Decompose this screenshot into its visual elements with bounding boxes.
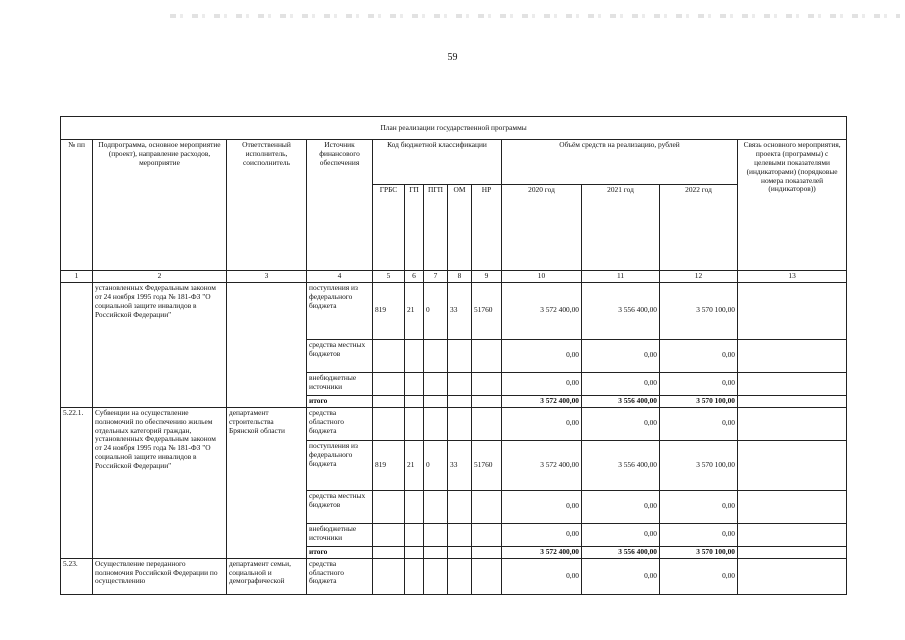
- code-nr: [472, 546, 502, 558]
- indicator-link: [738, 372, 847, 395]
- amount-v2020: 3 572 400,00: [502, 395, 582, 407]
- amount-v2021: 0,00: [582, 490, 660, 523]
- header-subprogram: Подпрограмма, основное мероприятие (проект), направление расходов, мероприятие: [93, 140, 227, 271]
- code-grbs: [373, 407, 405, 440]
- column-number: 4: [307, 271, 373, 283]
- amount-v2022: 3 570 100,00: [660, 440, 738, 490]
- amount-v2022: 3 570 100,00: [660, 395, 738, 407]
- column-number: 13: [738, 271, 847, 283]
- code-grbs: 819: [373, 440, 405, 490]
- amount-v2020: 0,00: [502, 339, 582, 372]
- column-number: 7: [424, 271, 448, 283]
- indicator-link: [738, 440, 847, 490]
- code-pgp: 0: [424, 282, 448, 339]
- row-num: 5.23.: [61, 558, 93, 594]
- table-row: [61, 282, 847, 339]
- amount-v2020: 0,00: [502, 490, 582, 523]
- amount-v2022: 0,00: [660, 372, 738, 395]
- code-grbs: [373, 490, 405, 523]
- amount-v2021: 3 556 400,00: [582, 440, 660, 490]
- amount-v2020: 3 572 400,00: [502, 282, 582, 339]
- code-gp: [405, 546, 424, 558]
- indicator-link: [738, 546, 847, 558]
- amount-v2022: 0,00: [660, 523, 738, 546]
- header-pgp: ПГП: [424, 185, 448, 271]
- amount-v2020: 0,00: [502, 558, 582, 594]
- column-number: 3: [227, 271, 307, 283]
- amount-v2021: 3 556 400,00: [582, 395, 660, 407]
- program-plan-table: [60, 116, 847, 595]
- amount-v2021: 0,00: [582, 372, 660, 395]
- header-grbs: ГРБС: [373, 185, 405, 271]
- code-om: 33: [448, 282, 472, 339]
- code-grbs: [373, 395, 405, 407]
- column-number: 8: [448, 271, 472, 283]
- code-pgp: 0: [424, 440, 448, 490]
- row-name: Осуществление переданного полномочия Российской Федерации по осуществлению: [93, 558, 227, 594]
- funding-source: поступления из федерального бюджета: [307, 282, 373, 339]
- code-gp: [405, 395, 424, 407]
- table-row: [61, 558, 847, 594]
- code-grbs: [373, 523, 405, 546]
- column-number: 5: [373, 271, 405, 283]
- funding-source: средства местных бюджетов: [307, 339, 373, 372]
- code-gp: 21: [405, 282, 424, 339]
- code-gp: [405, 558, 424, 594]
- code-pgp: [424, 372, 448, 395]
- code-nr: [472, 490, 502, 523]
- code-om: [448, 407, 472, 440]
- amount-v2021: 0,00: [582, 558, 660, 594]
- code-gp: [405, 372, 424, 395]
- code-nr: 51760: [472, 282, 502, 339]
- header-2021: 2021 год: [582, 185, 660, 271]
- code-om: [448, 546, 472, 558]
- code-pgp: [424, 395, 448, 407]
- column-number: 11: [582, 271, 660, 283]
- table-row: [61, 407, 847, 440]
- code-om: 33: [448, 440, 472, 490]
- code-om: [448, 372, 472, 395]
- code-gp: 21: [405, 440, 424, 490]
- funding-source: внебюджетные источники: [307, 523, 373, 546]
- amount-v2022: 0,00: [660, 407, 738, 440]
- row-name: установленных Федеральным законом от 24 ноября 1995 года № 181-ФЗ "О социальной защите инвалидов в Российской Федерации": [93, 282, 227, 407]
- amount-v2021: 0,00: [582, 407, 660, 440]
- indicator-link: [738, 407, 847, 440]
- amount-v2021: 3 556 400,00: [582, 546, 660, 558]
- row-num: [61, 282, 93, 407]
- amount-v2021: 0,00: [582, 339, 660, 372]
- funding-source: средства областного бюджета: [307, 407, 373, 440]
- row-responsible: [227, 282, 307, 407]
- code-nr: [472, 339, 502, 372]
- code-pgp: [424, 546, 448, 558]
- amount-v2020: 3 572 400,00: [502, 546, 582, 558]
- amount-v2022: 0,00: [660, 558, 738, 594]
- code-om: [448, 523, 472, 546]
- column-number: 12: [660, 271, 738, 283]
- amount-v2022: 0,00: [660, 339, 738, 372]
- funding-source: итого: [307, 546, 373, 558]
- code-gp: [405, 490, 424, 523]
- header-responsible: Ответственный исполнитель, соисполнитель: [227, 140, 307, 271]
- amount-v2020: 3 572 400,00: [502, 440, 582, 490]
- funding-source: поступления из федерального бюджета: [307, 440, 373, 490]
- code-grbs: [373, 372, 405, 395]
- code-pgp: [424, 558, 448, 594]
- header-nr: НР: [472, 185, 502, 271]
- funding-source: итого: [307, 395, 373, 407]
- indicator-link: [738, 558, 847, 594]
- header-2020: 2020 год: [502, 185, 582, 271]
- code-grbs: [373, 339, 405, 372]
- code-gp: [405, 407, 424, 440]
- indicator-link: [738, 523, 847, 546]
- code-pgp: [424, 407, 448, 440]
- code-nr: 51760: [472, 440, 502, 490]
- code-gp: [405, 339, 424, 372]
- funding-source: внебюджетные источники: [307, 372, 373, 395]
- code-om: [448, 395, 472, 407]
- amount-v2021: 3 556 400,00: [582, 282, 660, 339]
- header-budget-code: Код бюджетной классификации: [373, 140, 502, 185]
- code-pgp: [424, 490, 448, 523]
- column-number: 9: [472, 271, 502, 283]
- code-nr: [472, 407, 502, 440]
- header-2022: 2022 год: [660, 185, 738, 271]
- code-nr: [472, 395, 502, 407]
- code-nr: [472, 372, 502, 395]
- indicator-link: [738, 490, 847, 523]
- header-om: ОМ: [448, 185, 472, 271]
- amount-v2022: 0,00: [660, 490, 738, 523]
- amount-v2020: 0,00: [502, 372, 582, 395]
- row-name: Субвенции на осуществление полномочий по обеспечению жильем отдельных категорий граждан, установленных Федеральным законом от 24 ноября 1995 года № 181-ФЗ "О социальной защите инвалидов в Российской Федерации": [93, 407, 227, 558]
- code-om: [448, 490, 472, 523]
- code-nr: [472, 558, 502, 594]
- funding-source: средства областного бюджета: [307, 558, 373, 594]
- amount-v2022: 3 570 100,00: [660, 282, 738, 339]
- code-nr: [472, 523, 502, 546]
- indicator-link: [738, 282, 847, 339]
- amount-v2021: 0,00: [582, 523, 660, 546]
- column-number: 2: [93, 271, 227, 283]
- row-num: 5.22.1.: [61, 407, 93, 558]
- column-number: 10: [502, 271, 582, 283]
- indicator-link: [738, 339, 847, 372]
- header-volume: Объём средств на реализацию, рублей: [502, 140, 738, 185]
- amount-v2020: 0,00: [502, 523, 582, 546]
- code-pgp: [424, 339, 448, 372]
- amount-v2020: 0,00: [502, 407, 582, 440]
- code-om: [448, 558, 472, 594]
- code-grbs: 819: [373, 282, 405, 339]
- indicator-link: [738, 395, 847, 407]
- code-pgp: [424, 523, 448, 546]
- column-number: 1: [61, 271, 93, 283]
- page-number: 59: [447, 52, 458, 63]
- row-responsible: департамент семьи, социальной и демографической: [227, 558, 307, 594]
- header-link: Связь основного мероприятия, проекта (программы) с целевыми показателями (индикаторами) (порядковые номера показателей (индикаторов)): [738, 140, 847, 271]
- column-number: 6: [405, 271, 424, 283]
- header-num: № пп: [61, 140, 93, 271]
- funding-source: средства местных бюджетов: [307, 490, 373, 523]
- header-source: Источник финансового обеспечения: [307, 140, 373, 271]
- code-grbs: [373, 546, 405, 558]
- code-gp: [405, 523, 424, 546]
- scan-noise: [170, 14, 900, 18]
- code-om: [448, 339, 472, 372]
- row-responsible: департамент строительства Брянской области: [227, 407, 307, 558]
- code-grbs: [373, 558, 405, 594]
- table-title: План реализации государственной программы: [61, 117, 847, 140]
- amount-v2022: 3 570 100,00: [660, 546, 738, 558]
- header-gp: ГП: [405, 185, 424, 271]
